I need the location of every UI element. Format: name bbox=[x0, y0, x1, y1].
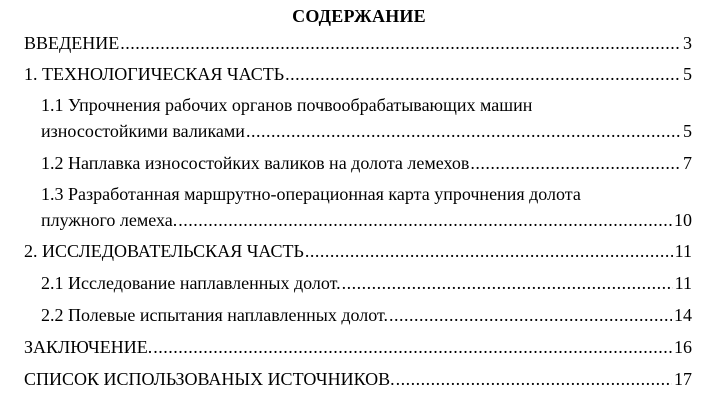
toc-entry-page: 11 bbox=[674, 273, 692, 293]
toc-entry-page: 7 bbox=[683, 153, 692, 173]
dot-leader bbox=[342, 272, 673, 294]
dot-leader bbox=[285, 63, 681, 85]
dot-leader bbox=[246, 120, 681, 142]
toc-entry-text: 2.2 Полевые испытания наплавленных долот. bbox=[41, 305, 389, 325]
toc-entry bbox=[24, 368, 692, 390]
toc-entry bbox=[41, 120, 692, 142]
toc-entry-page: 11 bbox=[674, 241, 692, 261]
dot-leader bbox=[470, 152, 681, 174]
dot-leader bbox=[389, 304, 672, 326]
toc-entry-text-line1: 1.1 Упрочнения рабочих органов почвообрабатывающих машин bbox=[41, 95, 533, 115]
toc-entry bbox=[41, 304, 692, 326]
toc-entry bbox=[41, 209, 692, 231]
toc-entry bbox=[41, 272, 692, 294]
toc-entry-text: ВВЕДЕНИЕ bbox=[24, 33, 120, 53]
dot-leader bbox=[153, 336, 672, 358]
toc-entry-page: 17 bbox=[674, 369, 692, 389]
toc-entry bbox=[24, 336, 692, 358]
toc-entry-page: 16 bbox=[674, 337, 692, 357]
toc-entry bbox=[24, 63, 692, 85]
toc-title: СОДЕРЖАНИЕ bbox=[292, 6, 426, 26]
toc-entry-text-line1: 1.3 Разработанная маршрутно-операционная карта упрочнения долота bbox=[41, 184, 581, 204]
toc-entry-text: ЗАКЛЮЧЕНИЕ. bbox=[24, 337, 153, 357]
toc-entry-text: СПИСОК ИСПОЛЬЗОВАНЫХ ИСТОЧНИКОВ. bbox=[24, 369, 395, 389]
toc-entry-text: плужного лемеха. bbox=[41, 210, 178, 230]
toc-entry bbox=[24, 240, 692, 262]
toc-entry-text: износостойкими валиками bbox=[41, 121, 245, 141]
dot-leader bbox=[396, 368, 672, 390]
dot-leader bbox=[305, 240, 673, 262]
toc-entry bbox=[41, 152, 692, 174]
toc-entry-text: 1. ТЕХНОЛОГИЧЕСКАЯ ЧАСТЬ bbox=[24, 64, 285, 84]
toc-entry-page: 14 bbox=[674, 305, 692, 325]
toc-entry-page: 5 bbox=[683, 121, 692, 141]
toc-entry-page: 3 bbox=[683, 33, 692, 53]
toc-entry-text: 1.2 Наплавка износостойких валиков на долота лемехов bbox=[41, 153, 470, 173]
toc-entry-text: 2. ИССЛЕДОВАТЕЛЬСКАЯ ЧАСТЬ bbox=[24, 241, 304, 261]
toc-entry-page: 10 bbox=[674, 210, 692, 230]
toc-entry bbox=[24, 32, 692, 54]
toc-entry-page: 5 bbox=[683, 64, 692, 84]
dot-leader bbox=[120, 32, 681, 54]
toc-entry-text: 2.1 Исследование наплавленных долот. bbox=[41, 273, 341, 293]
dot-leader bbox=[178, 209, 672, 231]
